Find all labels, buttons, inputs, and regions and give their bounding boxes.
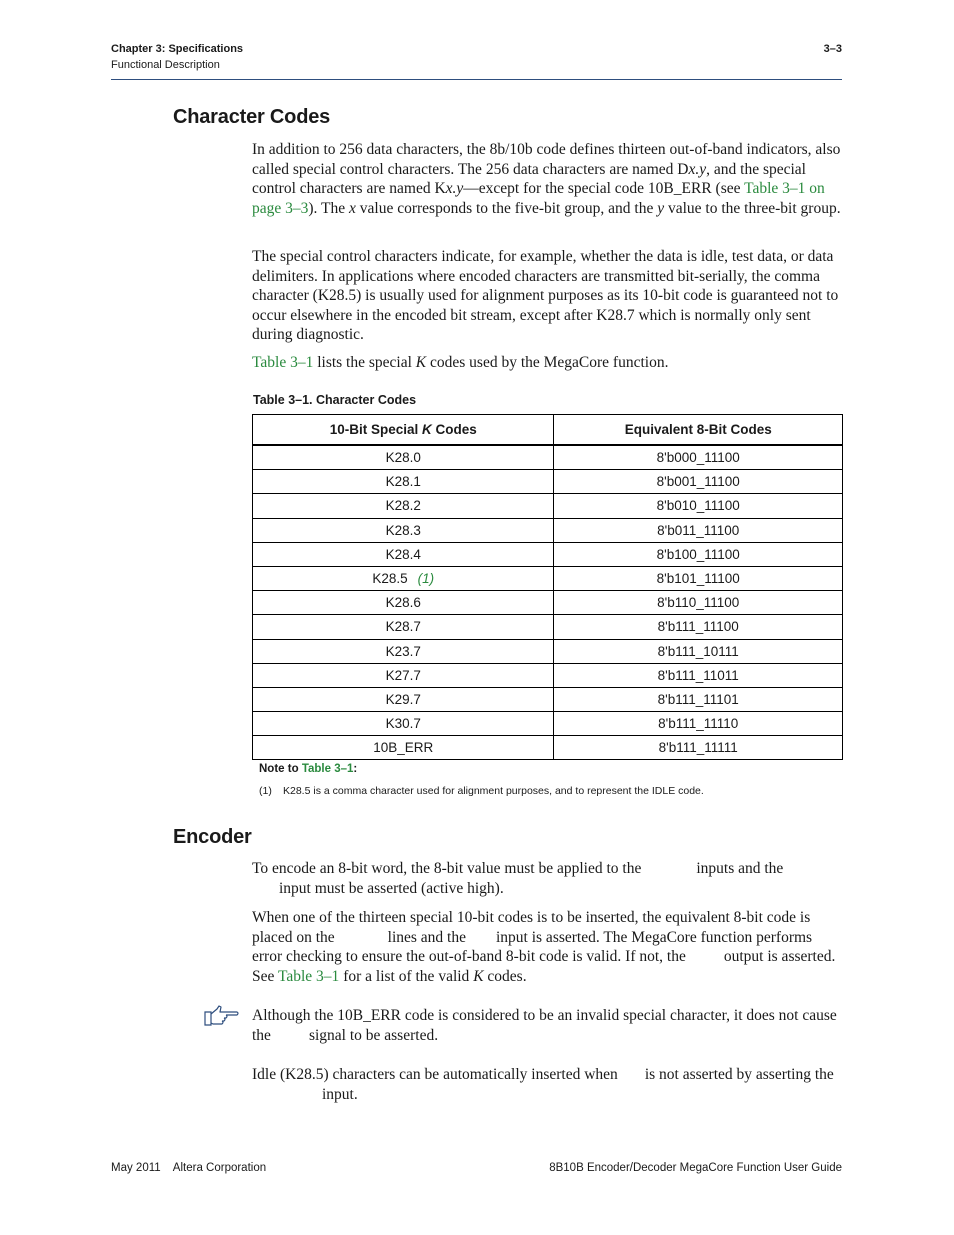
- table-row: [253, 736, 843, 760]
- eight-bit-code-cell: 8'b000_11100: [554, 445, 843, 470]
- k-code-cell: K28.7: [253, 615, 554, 639]
- table-note-title: Note to Table 3–1:: [259, 763, 358, 775]
- paragraph-encoder-special: When one of the thirteen special 10-bit codes is to be inserted, the equivalent 8-bit code is placed on the lines and the input is asserted. The MegaCore function performs error checking to ensure the out-of-band 8-bit code is valid. If not, the output is asserted. See Table 3–1 for a list of the valid K codes.: [252, 909, 836, 985]
- table-row: [253, 518, 843, 542]
- table-row: [253, 663, 843, 687]
- eight-bit-code-cell: 8'b111_10111: [554, 639, 843, 663]
- note-number: (1): [259, 785, 272, 797]
- table-row: [253, 494, 843, 518]
- table-row: [253, 615, 843, 639]
- page-number: 3–3: [823, 43, 842, 55]
- table-note-item: [259, 785, 704, 797]
- eight-bit-code-cell: 8'b011_11100: [554, 518, 843, 542]
- eight-bit-code-cell: 8'b111_11111: [554, 736, 843, 760]
- k-code-cell: K23.7: [253, 639, 554, 663]
- footer-document-title: 8B10B Encoder/Decoder MegaCore Function User Guide: [549, 1162, 842, 1174]
- note-10b-err: Although the 10B_ERR code is considered to be an invalid special character, it does not cause the signal to be asserted.: [252, 1007, 837, 1044]
- paragraph-encoder-intro: To encode an 8-bit word, the 8-bit value must be applied to the inputs and the input must be asserted (active high).: [252, 860, 784, 897]
- table-row: [253, 566, 843, 590]
- section-heading-character-codes: Character Codes: [173, 106, 331, 128]
- eight-bit-code-cell: 8'b101_11100: [554, 566, 843, 590]
- footer-date-company: May 2011 Altera Corporation: [111, 1162, 267, 1174]
- pointing-hand-icon: [204, 1004, 240, 1028]
- eight-bit-code-cell: 8'b110_11100: [554, 591, 843, 615]
- k-code-cell: K28.5 (1): [253, 566, 554, 590]
- paragraph-idle-insert: Idle (K28.5) characters can be automatically inserted when is not asserted by asserting theinput.: [252, 1066, 834, 1103]
- eight-bit-code-cell: 8'b111_11100: [554, 615, 843, 639]
- k-code-cell: K29.7: [253, 687, 554, 711]
- k-code-cell: K28.3: [253, 518, 554, 542]
- link-encoder-table-3-1[interactable]: Table 3–1: [277, 967, 340, 985]
- table-row: [253, 712, 843, 736]
- eight-bit-code-cell: 8'b111_11110: [554, 712, 843, 736]
- k-code-cell: K30.7: [253, 712, 554, 736]
- table-row: [253, 639, 843, 663]
- paragraph-table-reference: Table 3–1 lists the special K codes used by the MegaCore function.: [252, 354, 669, 371]
- table-row: [253, 687, 843, 711]
- k-code-cell: K28.1: [253, 470, 554, 494]
- chapter-title: Chapter 3: Specifications: [111, 43, 244, 55]
- k-code-cell: 10B_ERR: [253, 736, 554, 760]
- k-code-cell: K27.7: [253, 663, 554, 687]
- eight-bit-code-cell: 8'b100_11100: [554, 542, 843, 566]
- k-code-cell: K28.0: [253, 445, 554, 470]
- note-reference-link[interactable]: (1): [417, 571, 435, 587]
- section-title: Functional Description: [111, 59, 220, 71]
- paragraph-special-control: The special control characters indicate, for example, whether the data is idle, test data, or data delimiters. In applications where encoded characters are transmitted bit-serially, the comma character (K28.5) is usually used for alignment purposes as its 10-bit code is guaranteed not to occur elsewhere in the encoded bit stream, except after K28.7 which is normally only sent during diagnostic.: [252, 248, 839, 344]
- character-codes-table: [252, 414, 843, 760]
- table-caption: Table 3–1. Character Codes: [253, 393, 417, 407]
- eight-bit-code-cell: 8'b010_11100: [554, 494, 843, 518]
- table-row: [253, 470, 843, 494]
- k-code-cell: K28.2: [253, 494, 554, 518]
- k-code-cell: K28.6: [253, 591, 554, 615]
- k-code-cell: K28.4: [253, 542, 554, 566]
- section-heading-encoder: Encoder: [173, 826, 252, 848]
- link-table-3-1[interactable]: Table 3–1: [252, 354, 314, 371]
- table-row: [253, 542, 843, 566]
- link-table-3-1-page[interactable]: Table 3–1 on page 3–3: [252, 180, 825, 217]
- page-header: [111, 43, 842, 80]
- note-text: K28.5 is a comma character used for alignment purposes, and to represent the IDLE code.: [283, 785, 704, 797]
- eight-bit-code-cell: 8'b111_11011: [554, 663, 843, 687]
- table-body: [253, 445, 843, 760]
- table-header-row: [253, 415, 843, 446]
- eight-bit-code-cell: 8'b001_11100: [554, 470, 843, 494]
- column-header-10bit: 10-Bit Special K Codes: [253, 415, 554, 446]
- table-row: [253, 591, 843, 615]
- paragraph-character-codes-intro: In addition to 256 data characters, the 8b/10b code defines thirteen out-of-band indicators, also called special control characters. The 256 data characters are named Dx.y, and the special control characters are named Kx.y—except for the special code 10B_ERR (see Table 3–1 on page 3–3). The x value corresponds to the five-bit group, and the y value to the three-bit group.: [252, 141, 841, 217]
- table-row: [253, 445, 843, 470]
- eight-bit-code-cell: 8'b111_11101: [554, 687, 843, 711]
- column-header-8bit: Equivalent 8-Bit Codes: [554, 415, 843, 446]
- link-note-table-3-1[interactable]: Table 3–1: [301, 763, 354, 775]
